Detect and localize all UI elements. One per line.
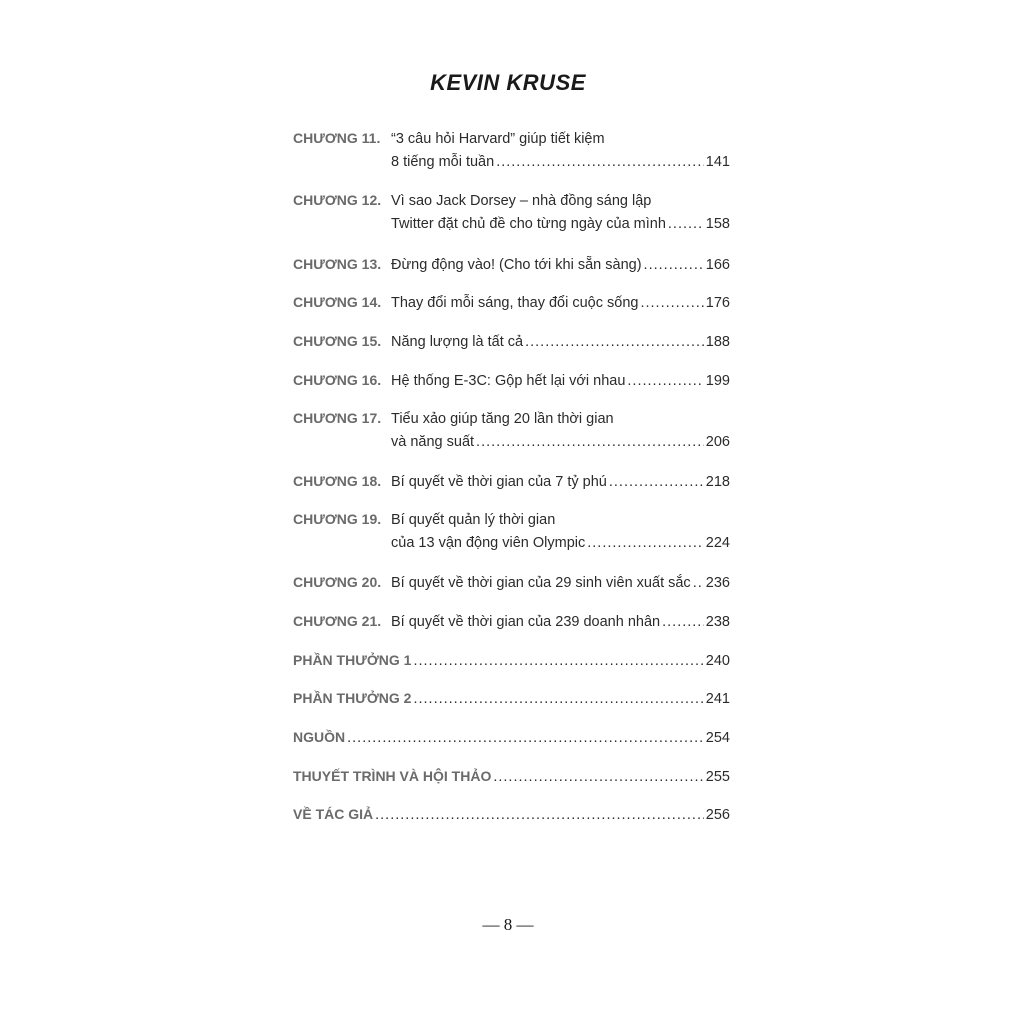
chapter-title-line-1: Tiểu xảo giúp tăng 20 lần thời gian (391, 411, 614, 427)
dot-leader (644, 253, 704, 277)
toc-entry-chapter-17 (293, 406, 730, 454)
toc-entry-chapter-14 (293, 290, 730, 314)
page-number: 188 (705, 334, 730, 350)
dot-leader (493, 765, 703, 789)
chapter-label: CHƯƠNG 14. (293, 294, 382, 310)
dot-leader (640, 291, 703, 315)
chapter-label: CHƯƠNG 15. (293, 333, 382, 349)
page-number: 218 (705, 474, 730, 490)
toc-entry-chapter-15 (293, 329, 730, 353)
chapter-title: Bí quyết về thời gian của 239 doanh nhân (391, 614, 661, 630)
dot-leader (662, 610, 704, 634)
toc-entry-chapter-21 (293, 609, 730, 633)
toc-entry-sources (293, 725, 730, 749)
page-number: 240 (705, 653, 730, 669)
chapter-title-line-1: Bí quyết quản lý thời gian (391, 512, 556, 528)
chapter-title-line-2: Twitter đặt chủ đề cho từng ngày của mình (391, 216, 666, 232)
page-number: 255 (705, 769, 730, 785)
chapter-title: Thay đổi mỗi sáng, thay đổi cuộc sống (391, 295, 639, 311)
dot-leader (668, 212, 704, 236)
chapter-label: CHƯƠNG 16. (293, 372, 382, 388)
page-number: 241 (705, 691, 730, 707)
chapter-title: Bí quyết về thời gian của 29 sinh viên xuất sắc (391, 575, 691, 591)
chapter-title: Bí quyết về thời gian của 7 tỷ phú (391, 474, 607, 490)
page-number: 166 (705, 257, 730, 273)
chapter-title: Năng lượng là tất cả (391, 334, 524, 350)
dot-leader (693, 571, 704, 595)
toc-entry-about-author (293, 802, 730, 826)
chapter-title-line-1: “3 câu hỏi Harvard” giúp tiết kiệm (391, 131, 605, 147)
section-title: PHẦN THƯỞNG 2 (293, 690, 412, 706)
page-number: 238 (705, 614, 730, 630)
section-title: NGUỒN (293, 729, 346, 745)
page-footer-number: — 8 — (482, 915, 534, 934)
chapter-title-line-2: của 13 vận động viên Olympic (391, 535, 586, 551)
page-number: 236 (705, 575, 730, 591)
page-number: 158 (705, 216, 730, 232)
chapter-label: CHƯƠNG 13. (293, 256, 382, 272)
dot-leader (413, 687, 703, 711)
page-number: 199 (705, 373, 730, 389)
chapter-label: CHƯƠNG 17. (293, 410, 382, 426)
running-header-author: KEVIN KRUSE (430, 70, 586, 95)
toc-entry-chapter-20 (293, 570, 730, 594)
page-number: 141 (705, 154, 730, 170)
chapter-label: CHƯƠNG 11. (293, 130, 381, 146)
toc-entry-talks-workshops (293, 764, 730, 788)
page-number: 206 (705, 434, 730, 450)
page-number: 254 (705, 730, 730, 746)
dot-leader (609, 470, 704, 494)
dot-leader (525, 330, 704, 354)
toc-entry-chapter-19 (293, 507, 730, 555)
toc-entry-chapter-11 (293, 126, 730, 174)
chapter-title-line-1: Vì sao Jack Dorsey – nhà đồng sáng lập (391, 193, 652, 209)
chapter-title-line-2: 8 tiếng mỗi tuần (391, 154, 495, 170)
section-title: PHẦN THƯỞNG 1 (293, 652, 412, 668)
toc-entry-chapter-13 (293, 252, 730, 276)
toc-entry-bonus-1 (293, 648, 730, 672)
chapter-label: CHƯƠNG 12. (293, 192, 382, 208)
toc-entry-chapter-12 (293, 188, 730, 236)
dot-leader (347, 726, 704, 750)
section-title: VỀ TÁC GIẢ (293, 806, 374, 822)
page-number: 224 (705, 535, 730, 551)
page-number: 176 (705, 295, 730, 311)
section-title: THUYẾT TRÌNH VÀ HỘI THẢO (293, 768, 492, 784)
chapter-label: CHƯƠNG 21. (293, 613, 382, 629)
toc-entry-chapter-16 (293, 368, 730, 392)
dot-leader (627, 369, 703, 393)
toc-entry-bonus-2 (293, 686, 730, 710)
chapter-label: CHƯƠNG 20. (293, 574, 382, 590)
chapter-title-line-2: và năng suất (391, 434, 475, 450)
page-number: 256 (705, 807, 730, 823)
dot-leader (375, 803, 704, 827)
dot-leader (496, 150, 704, 174)
chapter-title: Hệ thống E-3C: Gộp hết lại với nhau (391, 373, 626, 389)
dot-leader (476, 430, 704, 454)
chapter-label: CHƯƠNG 18. (293, 473, 382, 489)
dot-leader (413, 649, 703, 673)
toc-entry-chapter-18 (293, 469, 730, 493)
chapter-title: Đừng động vào! (Cho tới khi sẵn sàng) (391, 257, 642, 273)
dot-leader (587, 531, 704, 555)
chapter-label: CHƯƠNG 19. (293, 511, 382, 527)
